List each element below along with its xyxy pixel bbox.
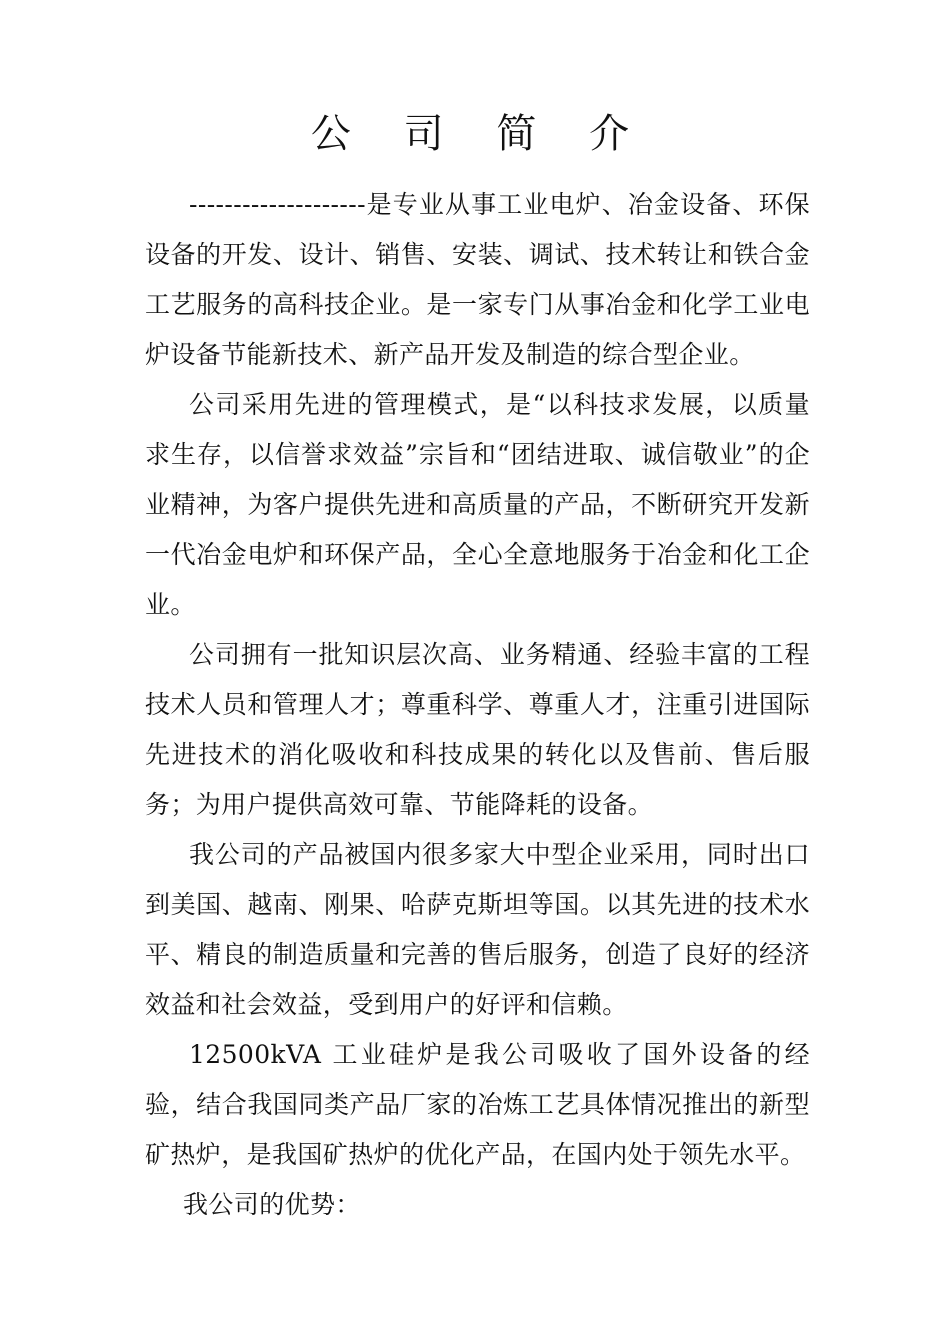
document-body	[145, 180, 810, 1230]
paragraph-management-model: 公司采用先进的管理模式，是“以科技求发展，以质量求生存，以信誉求效益”宗旨和“团结进取、诚信敬业”的企业精神，为客户提供先进和高质量的产品，不断研究开发新一代冶金电炉和环保产品，全心全意地服务于冶金和化工企业。	[145, 390, 810, 619]
paragraph-company-profile: --------------------是专业从事工业电炉、冶金设备、环保设备的开发、设计、销售、安装、调试、技术转让和铁合金工艺服务的高科技企业。是一家专门从事冶金和化学工业电炉设备节能新技术、新产品开发及制造的综合型企业。	[145, 190, 810, 369]
page-title: 公 司 简 介	[310, 111, 650, 157]
paragraph-silicon-furnace: 12500kVA 工业硅炉是我公司吸收了国外设备的经验，结合我国同类产品厂家的冶炼工艺具体情况推出的新型矿热炉，是我国矿热炉的优化产品，在国内处于领先水平。	[145, 1040, 810, 1169]
paragraph-advantages-heading: 我公司的优势：	[183, 1190, 361, 1219]
paragraph-talent: 公司拥有一批知识层次高、业务精通、经验丰富的工程技术人员和管理人才；尊重科学、尊重人才，注重引进国际先进技术的消化吸收和科技成果的转化以及售前、售后服务；为用户提供高效可靠、节能降耗的设备。	[145, 640, 810, 819]
paragraph-export-markets: 我公司的产品被国内很多家大中型企业采用，同时出口到美国、越南、刚果、哈萨克斯坦等国。以其先进的技术水平、精良的制造质量和完善的售后服务，创造了良好的经济效益和社会效益，受到用户的好评和信赖。	[145, 840, 810, 1019]
